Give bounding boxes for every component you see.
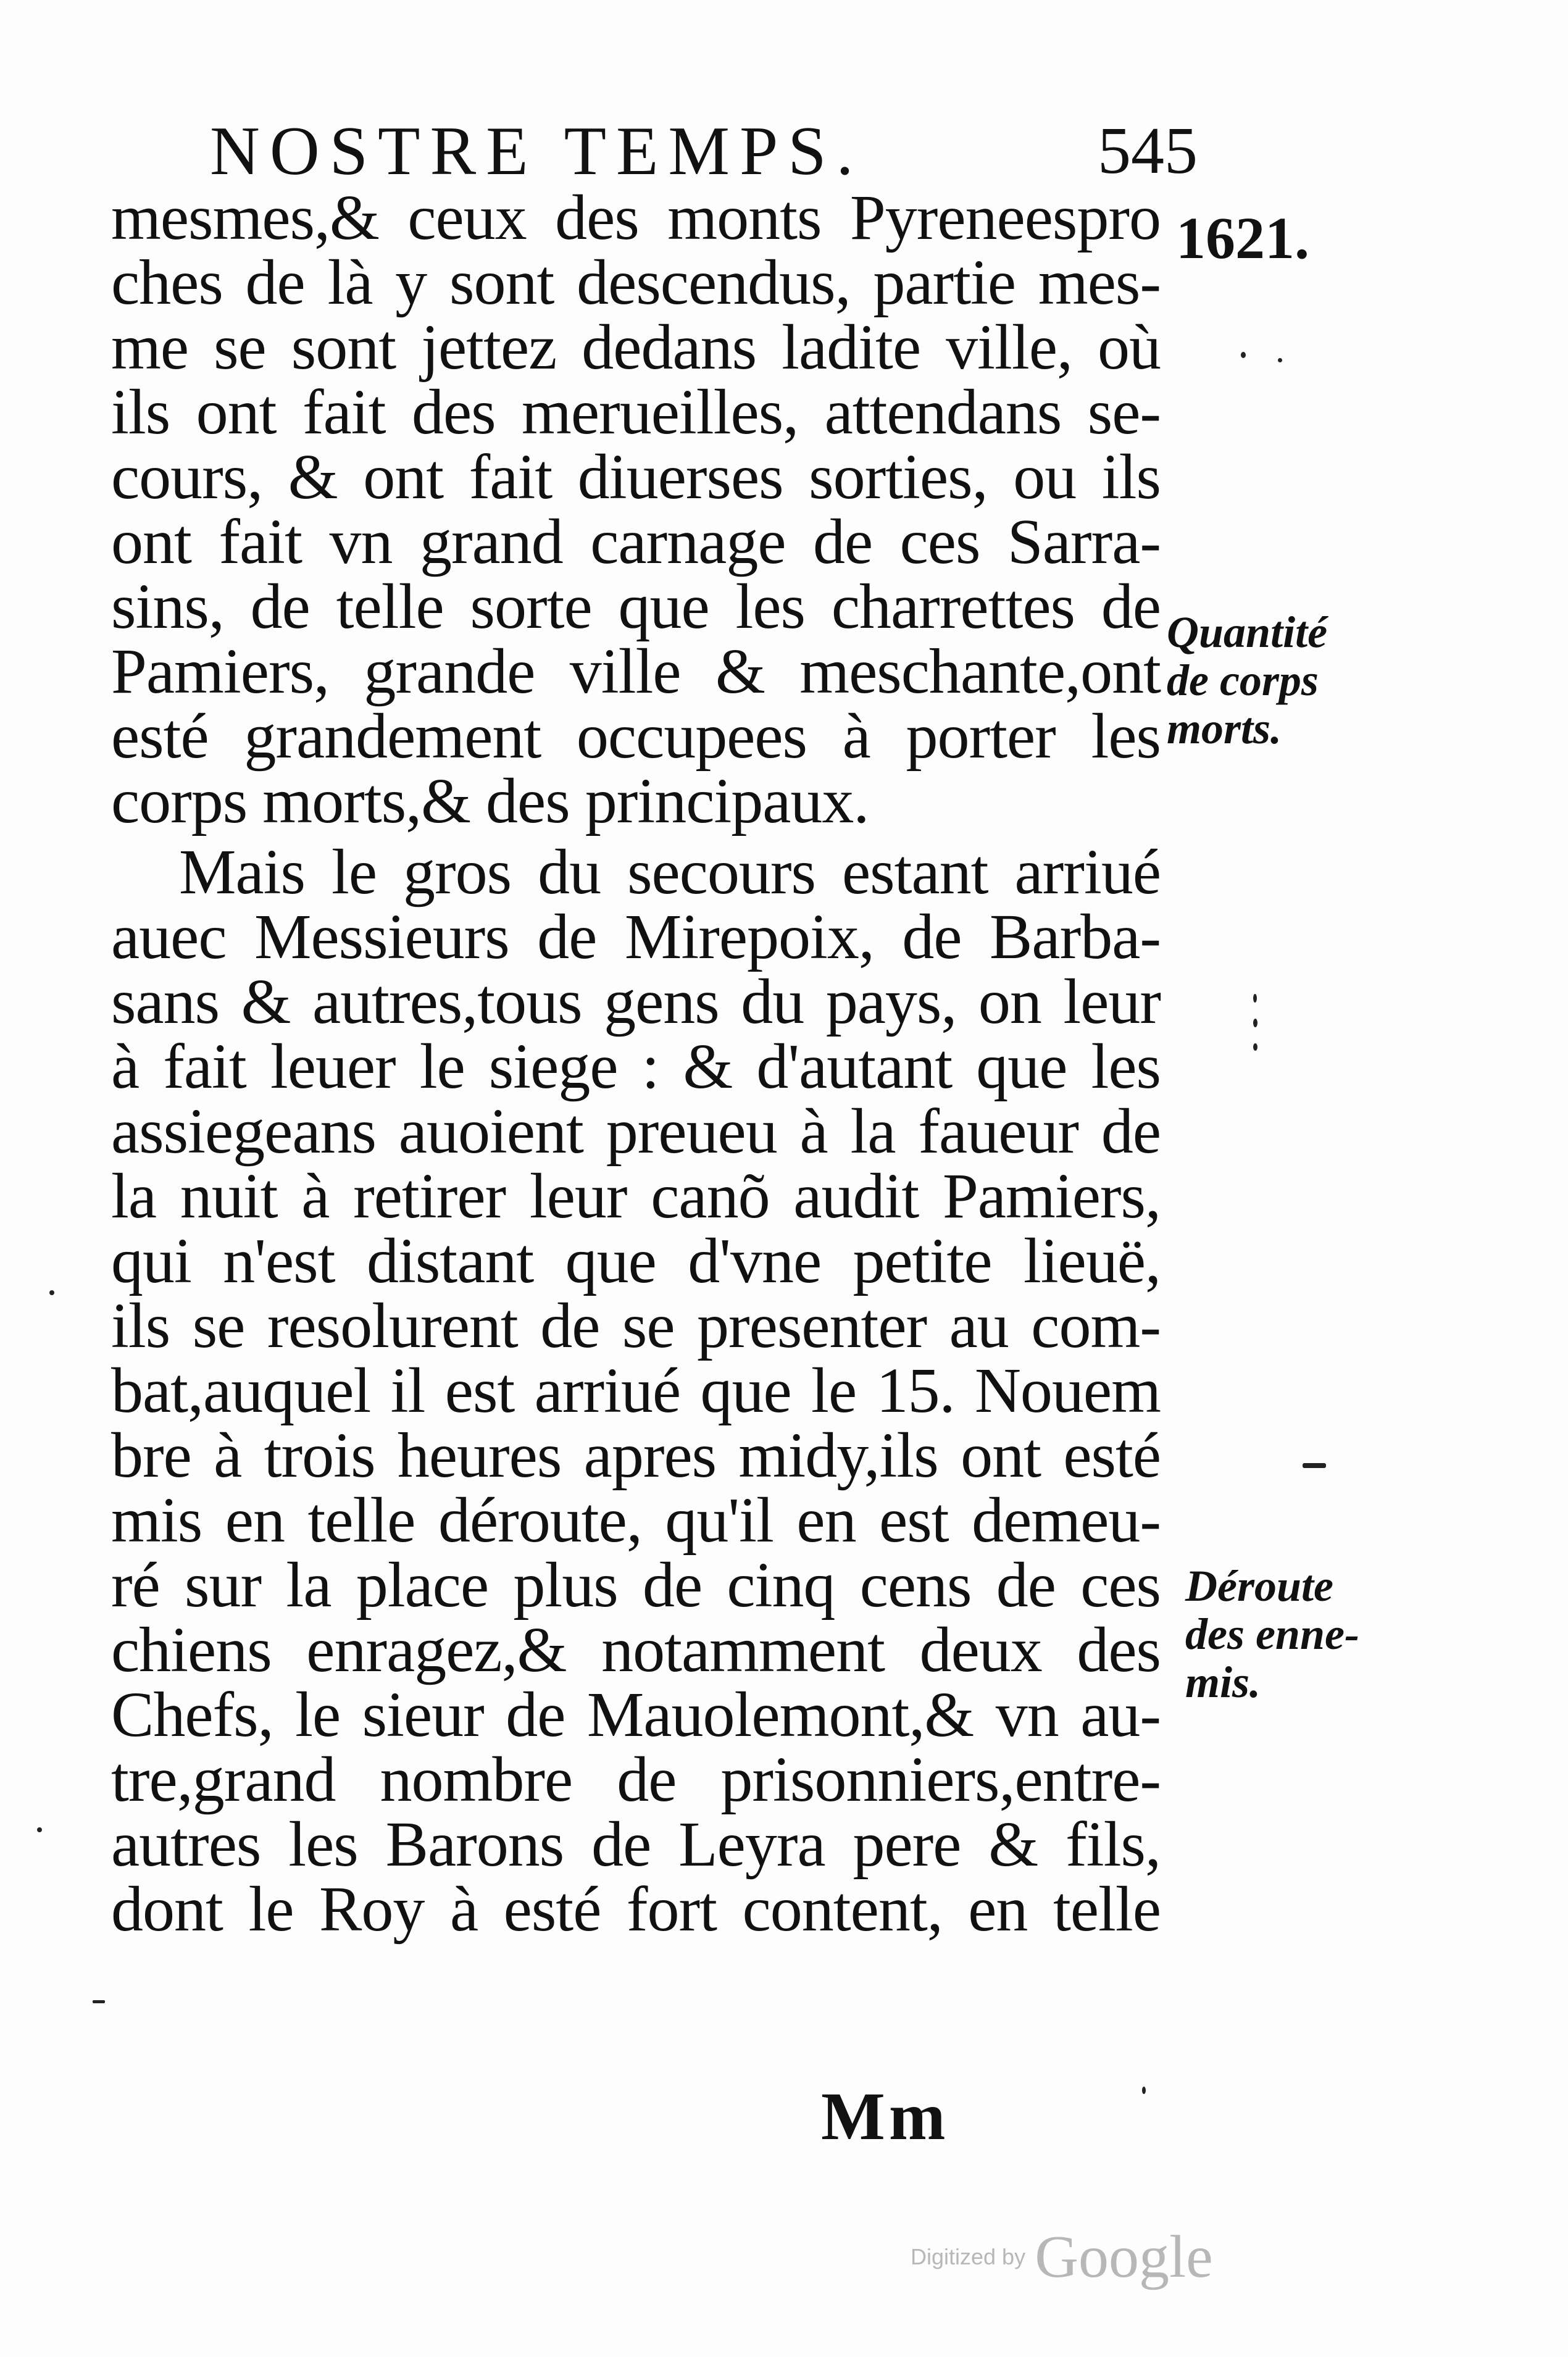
text-line: Mais le gros du secours estant arriué [179,836,1161,907]
margin-note-line: des enne- [1185,1609,1359,1659]
text-line: chiens enragez,& notamment deux des [111,1614,1161,1685]
text-line: esté grandement occupees à porter les [111,701,1161,772]
text-line: bre à trois heures apres midy,ils ont esté [111,1420,1161,1491]
digitization-watermark [911,2222,1213,2292]
text-line: me se sont jettez dedans ladite ville, où [111,312,1161,383]
ink-speck [1253,1019,1257,1027]
margin-note-line: mis. [1185,1658,1261,1707]
text-line: à fait leuer le siege : & d'autant que les [111,1031,1161,1102]
page-number: 545 [1098,114,1198,188]
text-line: mis en telle déroute, qu'il en est demeu- [111,1485,1161,1556]
ink-speck [1253,994,1257,1003]
text-line: tre,grand nombre de prisonniers,entre- [111,1744,1161,1815]
text-line: auec Messieurs de Mirepoix, de Barba- [111,901,1161,972]
text-line: sins, de telle sorte que les charrettes de [111,571,1161,642]
text-line: Chefs, le sieur de Mauolemont,& vn au- [111,1679,1161,1750]
page-header [210,108,1198,194]
running-title: NOSTRE TEMPS. [210,113,864,190]
ink-speck [1142,2087,1146,2094]
text-line: corps morts,& des principaux. [111,766,869,836]
margin-note-line: Quantité [1167,607,1328,657]
margin-note-line: morts. [1167,704,1282,753]
text-line: ils se resolurent de se presenter au com- [111,1290,1161,1361]
margin-year: 1621. [1176,205,1309,271]
text-line: mesmes,& ceux des monts Pyreneespro [111,182,1161,253]
text-line: sans & autres,tous gens du pays, on leur [111,966,1161,1037]
text-line: autres les Barons de Leyra pere & fils, [111,1809,1161,1880]
ink-speck [37,1827,42,1832]
signature-mark: Mm [821,2079,949,2154]
text-line: cours, & ont fait diuerses sorties, ou ils [111,441,1161,512]
text-line: bat,auquel il est arriué que le 15. Nouem [111,1355,1161,1426]
text-line: ils ont fait des merueilles, attendans se- [111,377,1161,448]
text-line: qui n'est distant que d'vne petite lieuë, [111,1225,1161,1296]
text-line: Pamiers, grande ville & meschante,ont [111,636,1161,707]
text-line: dont le Roy à esté fort content, en telle [111,1874,1161,1945]
text-line: ré sur la place plus de cinq cens de ces [111,1550,1161,1621]
text-line: la nuit à retirer leur canõ audit Pamiers, [111,1161,1161,1232]
margin-note-line: de corps [1167,656,1319,705]
text-line: assiegeans auoient preueu à la faueur de [111,1096,1161,1167]
ink-speck [93,2000,105,2003]
margin-note-deroute [1185,1562,1359,1706]
margin-note-quantite [1167,608,1327,753]
ink-speck [1253,1043,1257,1051]
margin-note-line: Déroute [1185,1561,1333,1611]
ink-speck [1278,358,1282,362]
ink-speck [1241,352,1246,358]
ink-speck [49,1290,54,1295]
text-line: ches de là y sont descendus, partie mes- [111,247,1161,318]
google-logo: Google [1035,2224,1213,2290]
watermark-prefix: Digitized by [911,2244,1026,2269]
text-line: ont fait vn grand carnage de ces Sarra- [111,506,1161,577]
body-text [111,182,1161,1945]
ink-speck [1303,1463,1326,1468]
